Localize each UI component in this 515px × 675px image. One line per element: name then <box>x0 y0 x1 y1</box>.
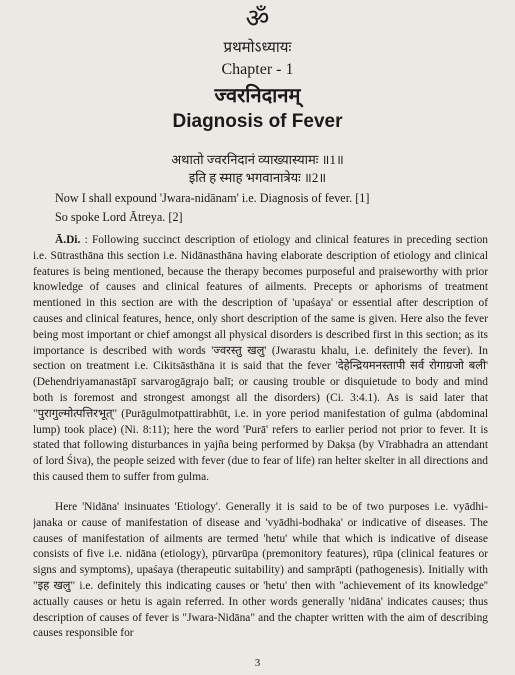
commentary-paragraph-2: Here 'Nidāna' insinuates 'Etiology'. Generally it is said to be of two purposes i.e. vyādhi-janaka or cause of manifestation of disease and 'vyādhi-bodhaka' or indicative of diseases. The causes of manifestation of ailments are termed 'hetu' while that which is indicative of disease consists of five i.e. nidāna (etiology), pūrvarūpa (premonitory features), rūpa (clinical features or signs and symptoms), upaśaya (therapeutic suitability) and samprāpti (pathogenesis). Initially with "इह खलु" i.e. definitely this indicating causes or 'hetu' then with ''achievement of its knowledge'' actually causes or hetu is again referred. In other words generally 'nidāna' indicates causes; thus description of causes of fever is "Jwara-Nidāna" and the chapter written with the aim of describing causes responsible for <box>33 501 488 640</box>
translation-line-2: So spoke Lord Ātreya. [2] <box>55 210 183 224</box>
commentary-lead: Ā.Di. <box>55 234 81 246</box>
chapter-title-english: Diagnosis of Fever <box>172 111 343 132</box>
chapter-label: Chapter - 1 <box>221 61 294 78</box>
verse-2: इति ह स्माह भगवानात्रेयः ॥2॥ <box>188 170 327 185</box>
chapter-title-sanskrit: ज्वरनिदानम् <box>214 85 301 107</box>
om-symbol-icon: ॐ <box>245 4 270 33</box>
commentary-paragraph-1 <box>33 233 488 497</box>
page-number: 3 <box>254 657 261 669</box>
chapter-heading-sanskrit: प्रथमोऽध्यायः <box>223 40 292 56</box>
verse-1: अथातो ज्वरनिदानं व्याख्यास्यामः ॥1॥ <box>171 152 344 167</box>
translation-line-1: Now I shall expound 'Jwara-nidānam' i.e. Diagnosis of fever. [1] <box>55 191 370 205</box>
commentary-text-1: : Following succinct description of etiology and clinical features in preceding section i.e. Sūtrasthāna this section i.e. Nidānasthāna having elaborate description of etiology and clinical features is being mentioned, because the therapy becomes purposeful and praiseworthy with prior knowledge of causes and clinical features of ailments. Precepts or aphorisms of treatment mentioned in this section are with the description of 'upaśaya' or essential after description of causes and clinical features, hence, only short description of the same is given. Here also the fever being most important or chief amongst all physical disorders is described first in this section; as its importance is described with words 'ज्वरस्तु खलु' (Jwarastu khalu, i.e. definitely the fever). In section on treatment i.e. Cikitsāsthāna it is said that the fever 'देहेन्द्रियमनस्तापी सर्व रोगाग्रजो बली' (Dehendriyamanastāpī sarvarogāgrajo balī; or causing trouble or disquietude to body and mind both is foremost and strongest amongst all the disorders) (Ci. 3:4.1). As is said later that "पुरागुल्मोत्पत्तिरभूत्" (Purāgulmotpattirabhūt, i.e. in yore period manifestation of gulma (abdominal lump) took place) (Ni. 8:11); here the word 'Purā' refers to earlier period not prior to fever. It is stated that following disturbances in yajña being performed by Dakṣa (by Vīrabhadra an attendant of lord Śiva), the people seized with fever (due to fear of life) ran helter skelter in all directions and this caused them to suffer from gulma. <box>33 234 488 483</box>
